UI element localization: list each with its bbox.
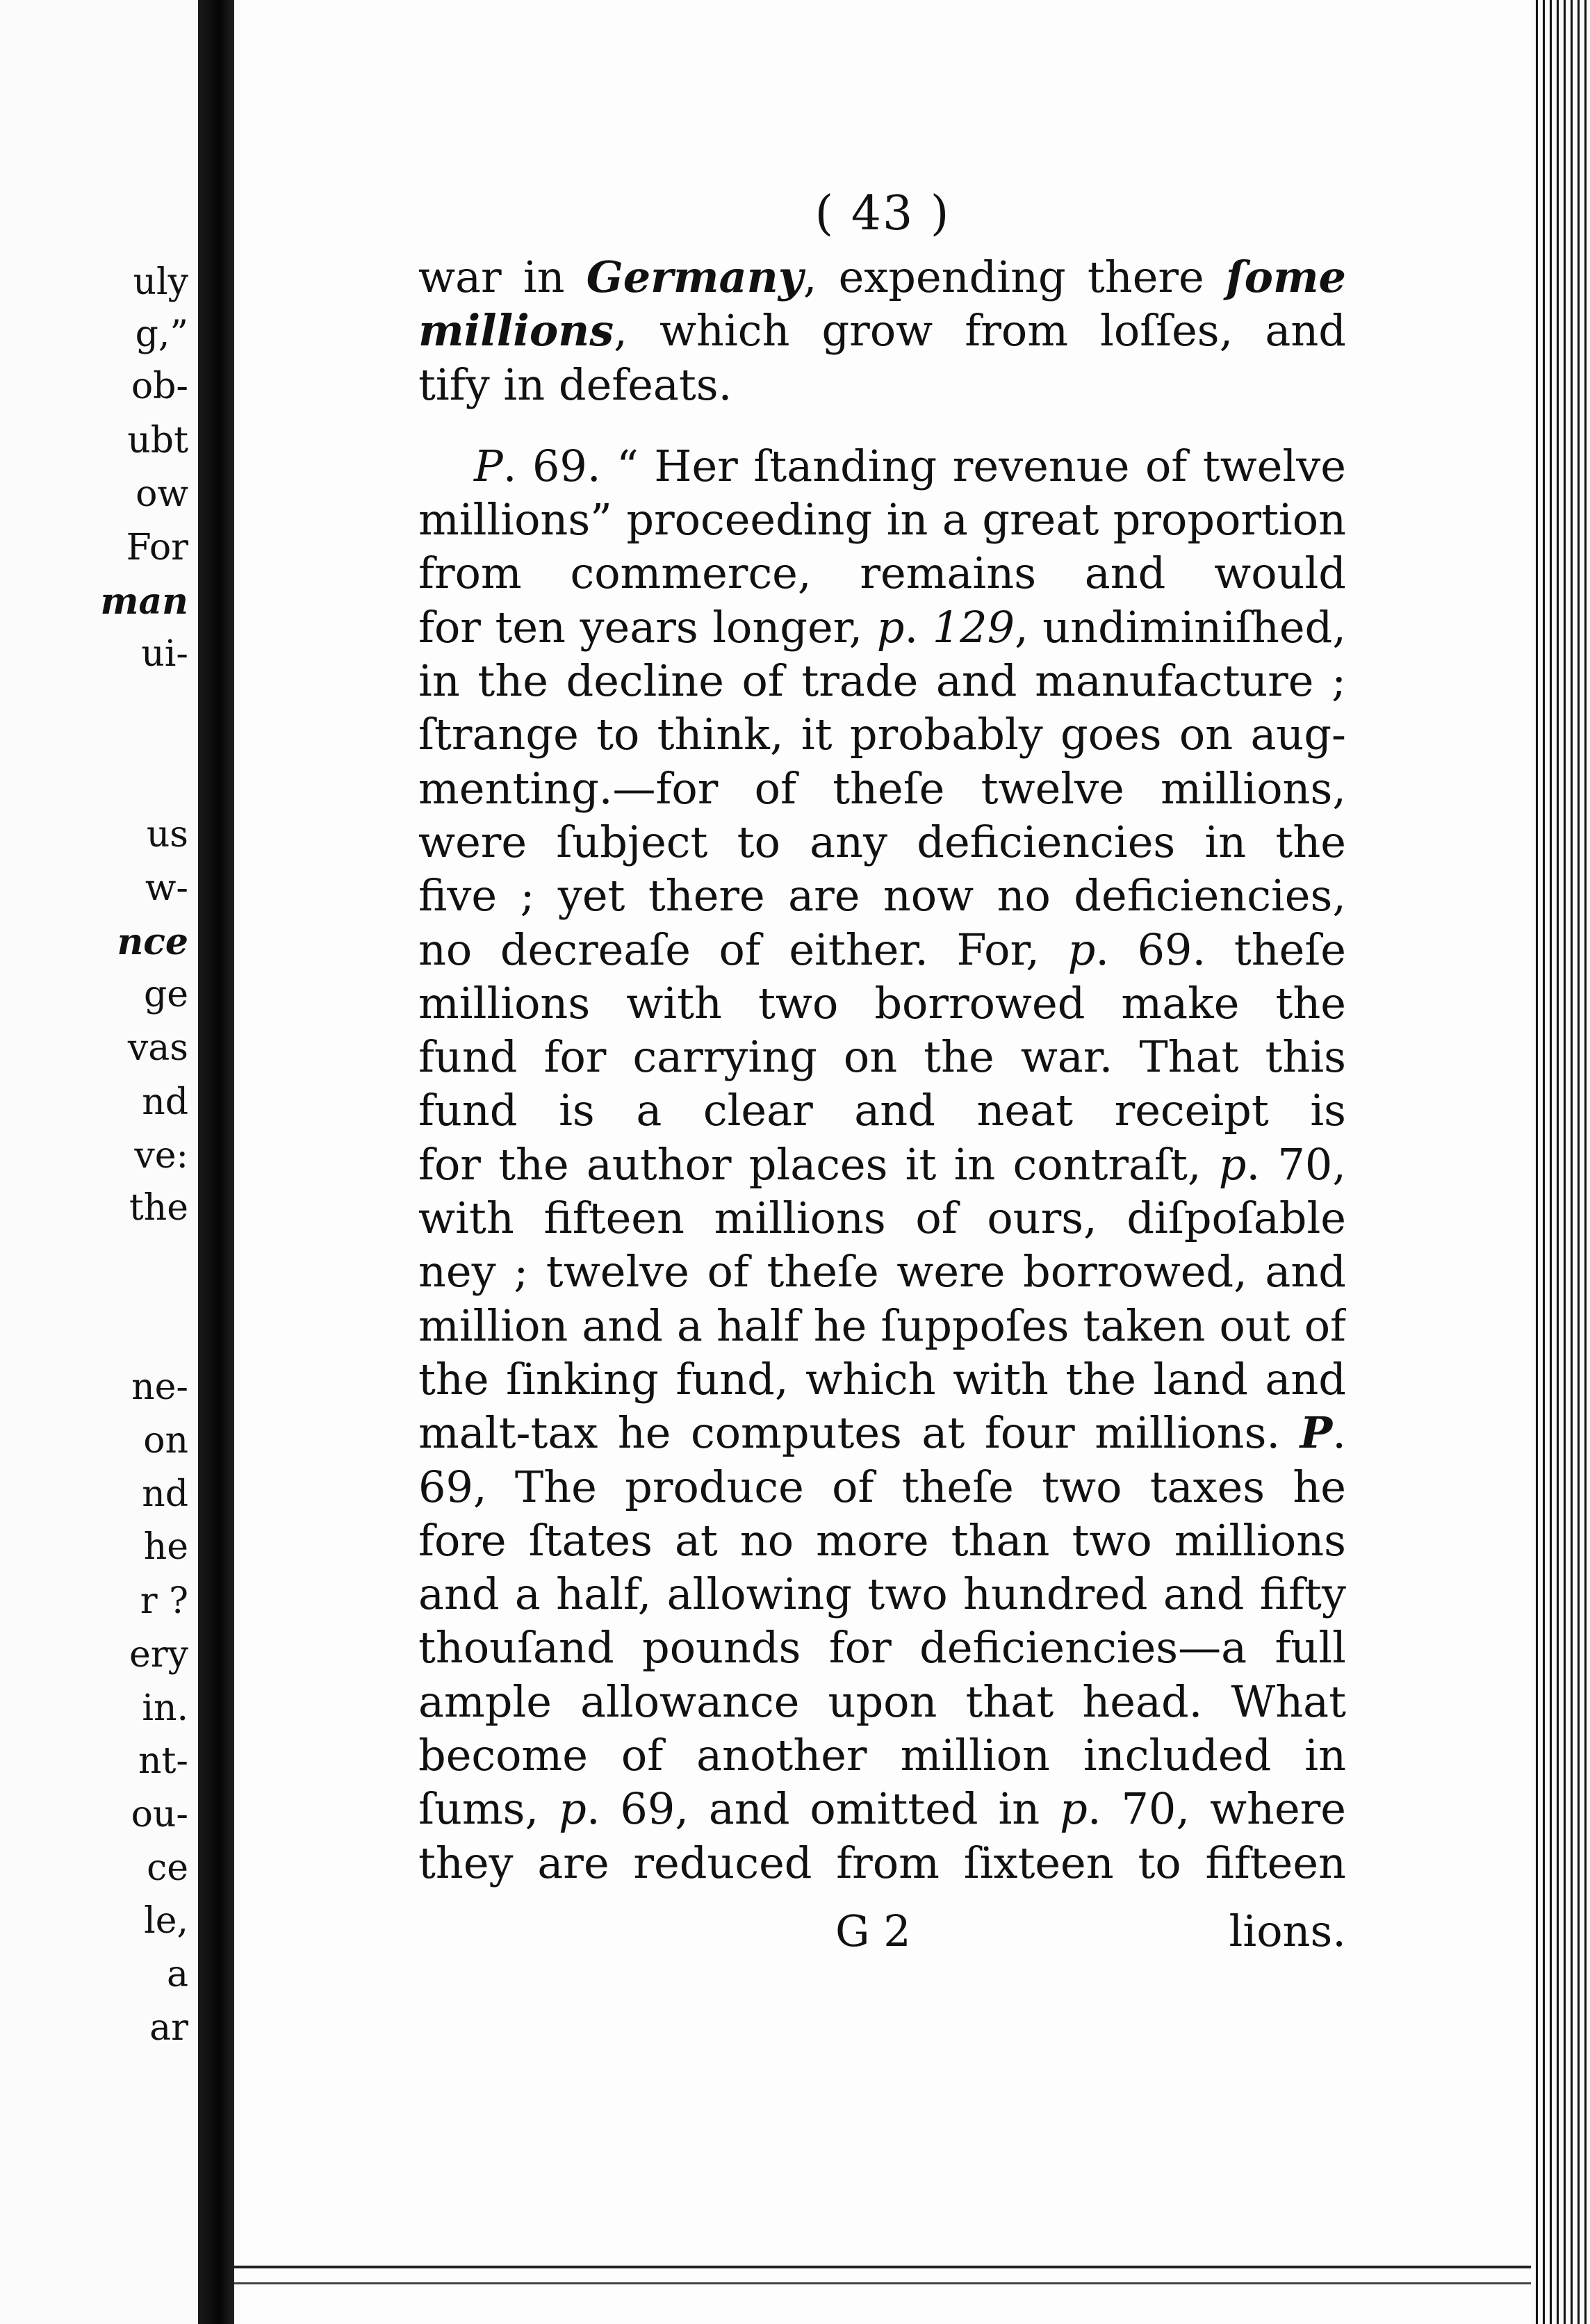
text-line [418, 1352, 1346, 1406]
text-segment: . [1332, 1407, 1346, 1459]
text-line [418, 815, 1346, 869]
text-segment: for ten years longer, [418, 601, 877, 653]
text-segment: . [904, 601, 933, 653]
italic-text: P [474, 440, 503, 491]
text-segment: with fifteen millions of ours, diſpoſable [418, 1193, 1346, 1244]
page-bottom-border [234, 2266, 1531, 2284]
page-footer [418, 1906, 1346, 1961]
text-segment: for the author places it in contraſt, [418, 1138, 1219, 1190]
text-segment: were ſubject to any deficiencies in the [418, 816, 1346, 867]
text-line [418, 976, 1346, 1030]
text-segment: become of another million included in [418, 1730, 1346, 1781]
italic-text: p [1060, 1783, 1088, 1835]
text-segment: tify in defeats. [418, 359, 732, 410]
left-page-fragment: r ? [140, 1580, 188, 1622]
text-line [418, 1460, 1346, 1514]
text-segment: no decreaſe of either. For, [418, 924, 1068, 975]
text-segment: in the decline of trade and manufacture ; [418, 655, 1346, 707]
left-page-fragment: ve: [134, 1135, 188, 1177]
text-line [418, 1514, 1346, 1567]
text-line [418, 1138, 1346, 1191]
text-line [418, 1030, 1346, 1083]
left-page-fragment: nd [142, 1473, 188, 1515]
left-page-fragment: ui- [141, 633, 188, 675]
left-page-fragment: For [126, 527, 188, 568]
italic-text: P [1300, 1407, 1333, 1459]
left-page-fragment: man [100, 580, 188, 623]
left-page-fragment: ce [147, 1847, 188, 1889]
signature-mark: G 2 [835, 1906, 911, 1956]
book-page [234, 0, 1531, 2324]
text-line [418, 1406, 1346, 1459]
text-line [418, 1191, 1346, 1245]
left-page-fragment: g,” [135, 313, 188, 355]
catchword: lions. [1229, 1906, 1346, 1956]
text-line [418, 923, 1346, 976]
text-line [418, 358, 1346, 411]
left-page-fragment: a [166, 1954, 188, 1995]
left-page-fragment: ery [129, 1634, 188, 1676]
text-segment: millions” proceeding in a great proportion [418, 494, 1346, 546]
text-line [418, 546, 1346, 600]
text-segment: . 70, where [1087, 1783, 1346, 1835]
text-segment: 69, The produce of theſe two taxes he [418, 1461, 1346, 1512]
left-page-fragment: ow [136, 473, 188, 515]
text-segment: . 69. theſe [1095, 924, 1346, 975]
text-segment: thouſand pounds for deficiencies—a full [418, 1622, 1346, 1674]
body-text [418, 250, 1346, 1890]
text-line [418, 1299, 1346, 1352]
text-segment: the ſinking fund, which with the land and [418, 1353, 1346, 1405]
left-page-fragment: vas [127, 1027, 188, 1069]
text-line [418, 1728, 1346, 1782]
text-line [418, 1782, 1346, 1835]
italic-text: p [876, 601, 905, 653]
text-segment: fund for carrying on the war. That this [418, 1031, 1346, 1083]
left-page-fragment: nt- [138, 1740, 188, 1782]
text-line [418, 304, 1346, 357]
text-segment: war in [418, 252, 587, 302]
left-page-fragment: ob- [131, 366, 188, 407]
text-segment: . 70, [1246, 1138, 1346, 1190]
text-segment: they are reduced from ſixteen to fifteen [418, 1837, 1346, 1888]
italic-text: millions [418, 305, 614, 357]
left-page-fragment: le, [144, 1900, 188, 1942]
italic-text: p [559, 1783, 587, 1835]
text-segment: ney ; twelve of theſe were borrowed, and [418, 1246, 1346, 1298]
italic-text: ſome [1225, 252, 1346, 302]
left-page-fragment: he [143, 1526, 188, 1568]
left-page-fragment: nce [117, 921, 188, 963]
text-line [418, 1621, 1346, 1674]
text-line [418, 654, 1346, 707]
text-segment: million and a half he ſuppoſes taken out of [418, 1300, 1346, 1351]
text-segment: , expending there [803, 252, 1226, 302]
left-page-fragment: the [129, 1187, 188, 1229]
text-line [418, 1245, 1346, 1298]
left-page-fragment: ou- [131, 1794, 188, 1835]
previous-page-fragment [0, 0, 198, 2324]
text-line [418, 600, 1346, 654]
italic-text: p [1067, 924, 1096, 975]
text-segment: five ; yet there are now no deficiencies, [418, 870, 1346, 922]
text-line [418, 1567, 1346, 1621]
left-page-fragment: w- [145, 867, 188, 909]
text-segment: ample allowance upon that head. What [418, 1676, 1346, 1727]
italic-text: 129 [932, 601, 1015, 653]
left-page-fragment: on [143, 1420, 188, 1462]
text-line [418, 1836, 1346, 1890]
page-edges [1531, 0, 1590, 2324]
text-line [418, 250, 1346, 304]
left-page-fragment: nd [142, 1081, 188, 1123]
text-segment: , which grow from loſſes, and [614, 305, 1346, 357]
text-line [418, 707, 1346, 761]
text-line [418, 762, 1346, 815]
text-segment: millions with two borrowed make the [418, 977, 1346, 1029]
text-segment: from commerce, remains and would [418, 548, 1346, 599]
text-segment: ſums, [418, 1783, 559, 1835]
text-segment: fund is a clear and neat receipt is [418, 1085, 1346, 1136]
text-line [418, 1083, 1346, 1137]
left-page-fragment: ge [143, 974, 188, 1015]
italic-text: Germany [586, 252, 803, 302]
text-line [418, 493, 1346, 546]
text-segment: and a half, allowing two hundred and fifty [418, 1569, 1346, 1620]
text-segment: . 69, and omitted in [586, 1783, 1060, 1835]
text-line [418, 1675, 1346, 1728]
text-segment: ſtrange to think, it probably goes on aug- [418, 709, 1346, 760]
left-page-fragment: ar [149, 2007, 188, 2049]
left-page-fragment: in. [142, 1687, 188, 1729]
left-page-fragment: us [146, 814, 188, 856]
book-gutter [198, 0, 234, 2324]
text-segment: menting.—for of theſe twelve millions, [418, 762, 1346, 814]
text-segment: , undiminiſhed, [1015, 601, 1346, 653]
left-page-fragment: ubt [127, 420, 188, 461]
left-page-fragment: ne- [131, 1366, 188, 1408]
paragraph-break [418, 411, 1346, 439]
page-number: ( 43 ) [814, 186, 951, 241]
text-line [418, 869, 1346, 922]
text-segment: malt-tax he computes at four millions. [418, 1407, 1300, 1459]
text-line [418, 439, 1346, 493]
left-page-fragment: uly [133, 261, 188, 303]
text-segment: . 69. “ Her ſtanding revenue of twelve [502, 440, 1346, 491]
text-segment: fore ſtates at no more than two millions [418, 1514, 1346, 1566]
italic-text: p [1218, 1138, 1247, 1190]
